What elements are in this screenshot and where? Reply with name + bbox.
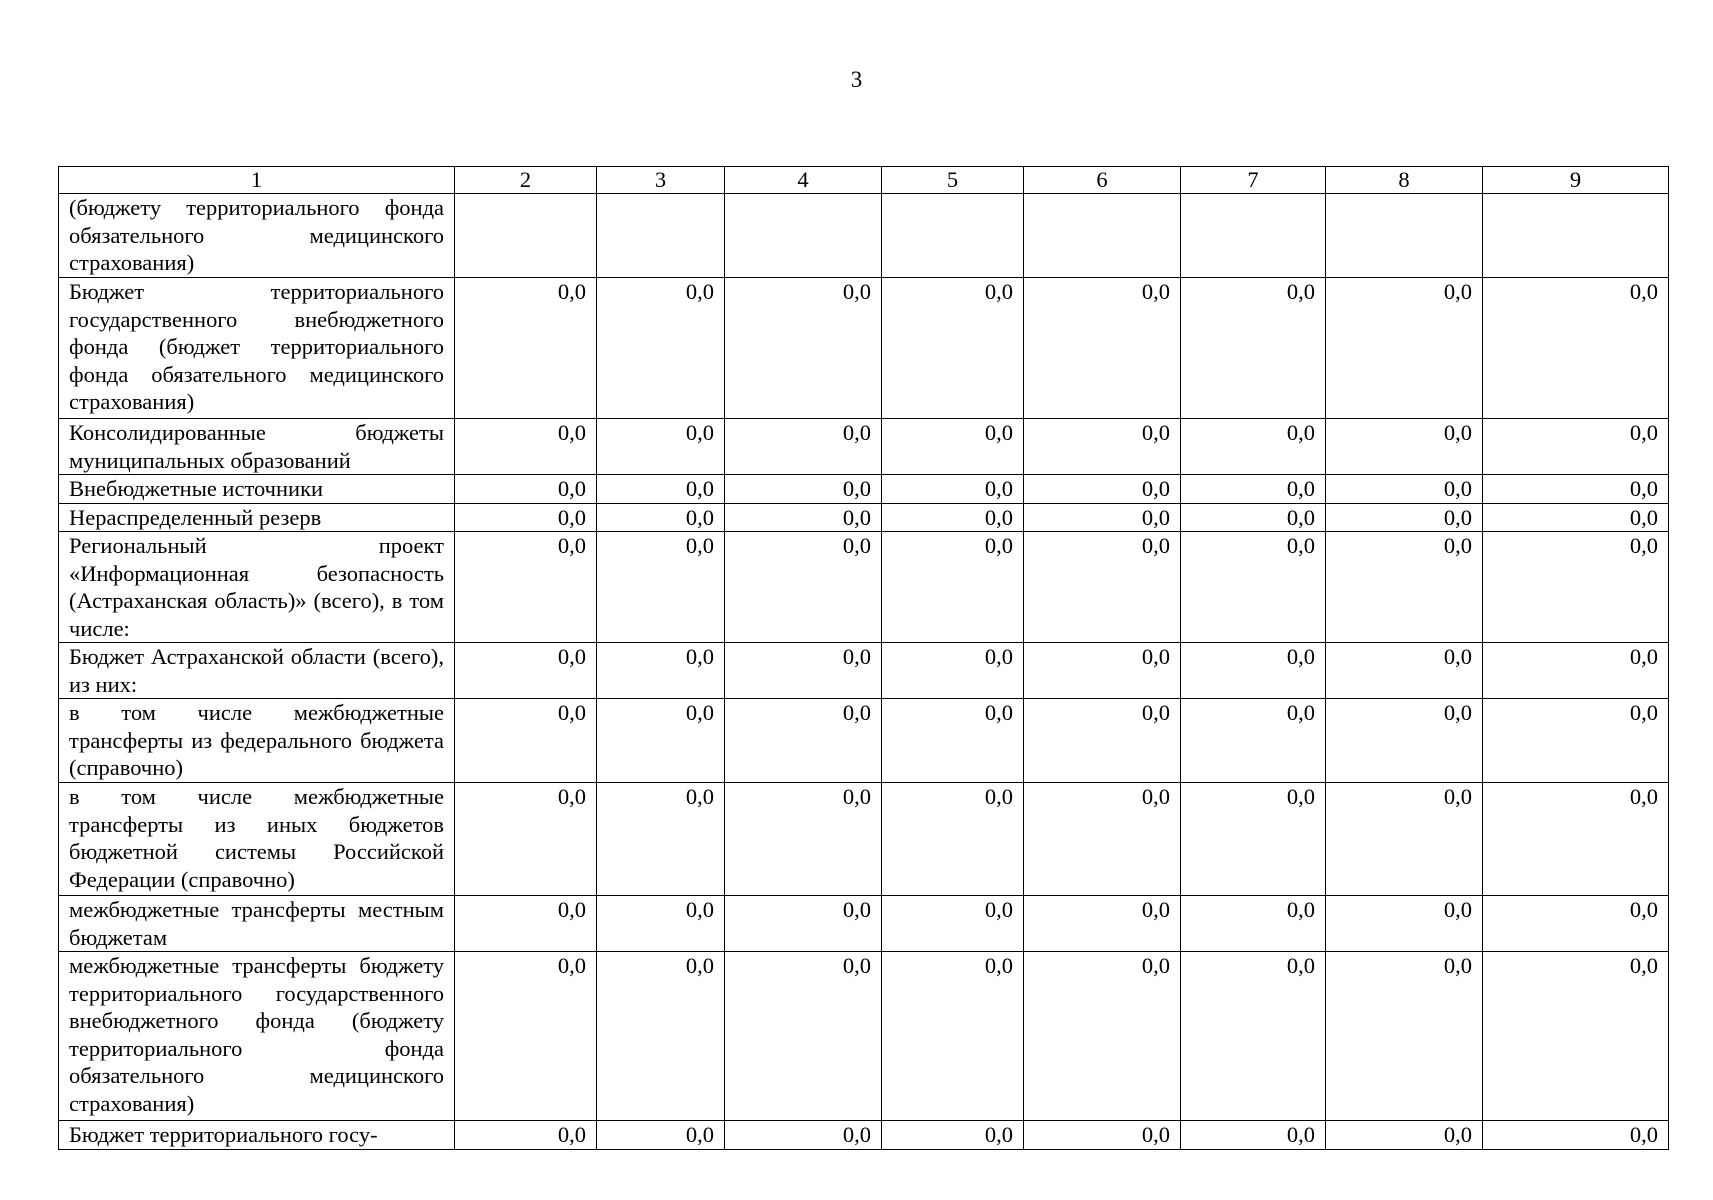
column-header: 8 [1326, 167, 1483, 194]
value-cell [725, 194, 882, 278]
table-body [59, 194, 1669, 1150]
value-cell: 0,0 [1483, 1121, 1669, 1150]
value-cell: 0,0 [1326, 952, 1483, 1121]
value-cell: 0,0 [1483, 532, 1669, 643]
value-cell: 0,0 [455, 896, 597, 952]
value-cell: 0,0 [725, 952, 882, 1121]
value-cell: 0,0 [1326, 503, 1483, 532]
table-row [59, 278, 1669, 419]
value-cell [1483, 194, 1669, 278]
value-cell: 0,0 [725, 783, 882, 896]
value-cell: 0,0 [725, 699, 882, 783]
value-cell: 0,0 [1326, 699, 1483, 783]
row-label: Нераспределенный резерв [59, 503, 455, 532]
value-cell: 0,0 [455, 532, 597, 643]
value-cell: 0,0 [1181, 503, 1326, 532]
value-cell [597, 194, 725, 278]
value-cell: 0,0 [1024, 1121, 1181, 1150]
table-row [59, 783, 1669, 896]
value-cell: 0,0 [882, 896, 1024, 952]
column-header: 5 [882, 167, 1024, 194]
value-cell: 0,0 [455, 699, 597, 783]
table-row [59, 532, 1669, 643]
value-cell: 0,0 [597, 419, 725, 475]
value-cell: 0,0 [455, 1121, 597, 1150]
value-cell: 0,0 [882, 278, 1024, 419]
row-label: Региональный проект «Информационная безопасность (Астраханская область)» (всего), в том числе: [59, 532, 455, 643]
value-cell: 0,0 [455, 475, 597, 504]
value-cell: 0,0 [455, 952, 597, 1121]
row-label: Внебюджетные источники [59, 475, 455, 504]
value-cell: 0,0 [725, 896, 882, 952]
value-cell: 0,0 [1483, 419, 1669, 475]
value-cell: 0,0 [597, 278, 725, 419]
value-cell: 0,0 [882, 475, 1024, 504]
value-cell: 0,0 [597, 783, 725, 896]
value-cell: 0,0 [725, 1121, 882, 1150]
row-label: Бюджет Астраханской области (всего), из них: [59, 643, 455, 699]
page-number: 3 [850, 67, 863, 92]
value-cell: 0,0 [882, 643, 1024, 699]
value-cell: 0,0 [1483, 896, 1669, 952]
value-cell: 0,0 [882, 699, 1024, 783]
table-row [59, 503, 1669, 532]
value-cell: 0,0 [597, 475, 725, 504]
value-cell: 0,0 [1326, 419, 1483, 475]
column-header: 7 [1181, 167, 1326, 194]
value-cell: 0,0 [1181, 643, 1326, 699]
row-label: (бюджету территориального фонда обязательного медицинского страхования) [59, 194, 455, 278]
value-cell: 0,0 [1024, 419, 1181, 475]
value-cell: 0,0 [1483, 503, 1669, 532]
column-header: 2 [455, 167, 597, 194]
value-cell: 0,0 [1326, 475, 1483, 504]
value-cell: 0,0 [725, 503, 882, 532]
value-cell: 0,0 [1181, 1121, 1326, 1150]
row-label: Бюджет территориального госу- [59, 1121, 455, 1150]
value-cell [455, 194, 597, 278]
value-cell: 0,0 [597, 1121, 725, 1150]
value-cell: 0,0 [882, 419, 1024, 475]
column-header: 1 [59, 167, 455, 194]
column-header: 6 [1024, 167, 1181, 194]
value-cell: 0,0 [597, 699, 725, 783]
value-cell: 0,0 [882, 783, 1024, 896]
column-header: 4 [725, 167, 882, 194]
value-cell: 0,0 [597, 532, 725, 643]
table-row [59, 952, 1669, 1121]
value-cell: 0,0 [1024, 699, 1181, 783]
row-label: в том числе межбюджетные трансферты из федерального бюджета (справочно) [59, 699, 455, 783]
table-row [59, 896, 1669, 952]
row-label: Бюджет территориального государственного внебюджетного фонда (бюджет территориального фонда обязательного медицинского страхования) [59, 278, 455, 419]
value-cell: 0,0 [597, 503, 725, 532]
value-cell: 0,0 [1326, 278, 1483, 419]
value-cell: 0,0 [1181, 699, 1326, 783]
value-cell: 0,0 [1326, 532, 1483, 643]
value-cell: 0,0 [1181, 783, 1326, 896]
value-cell: 0,0 [1483, 783, 1669, 896]
table-row [59, 419, 1669, 475]
value-cell: 0,0 [1483, 643, 1669, 699]
value-cell: 0,0 [882, 1121, 1024, 1150]
value-cell: 0,0 [455, 419, 597, 475]
table-row [59, 475, 1669, 504]
table-row [59, 1121, 1669, 1150]
value-cell: 0,0 [455, 503, 597, 532]
value-cell [1181, 194, 1326, 278]
table-row [59, 194, 1669, 278]
value-cell: 0,0 [1024, 532, 1181, 643]
value-cell: 0,0 [725, 532, 882, 643]
column-header: 9 [1483, 167, 1669, 194]
column-header: 3 [597, 167, 725, 194]
value-cell: 0,0 [1326, 1121, 1483, 1150]
value-cell: 0,0 [1181, 896, 1326, 952]
value-cell: 0,0 [725, 419, 882, 475]
value-cell: 0,0 [1024, 475, 1181, 504]
value-cell: 0,0 [1483, 699, 1669, 783]
budget-table [58, 166, 1669, 1150]
value-cell: 0,0 [597, 896, 725, 952]
value-cell: 0,0 [1181, 532, 1326, 643]
value-cell: 0,0 [1024, 643, 1181, 699]
value-cell: 0,0 [882, 952, 1024, 1121]
value-cell: 0,0 [1181, 278, 1326, 419]
value-cell [882, 194, 1024, 278]
value-cell: 0,0 [1181, 952, 1326, 1121]
row-label: Консолидированные бюджеты муниципальных образований [59, 419, 455, 475]
value-cell: 0,0 [455, 643, 597, 699]
value-cell: 0,0 [1326, 896, 1483, 952]
value-cell: 0,0 [597, 643, 725, 699]
table-row [59, 699, 1669, 783]
value-cell [1024, 194, 1181, 278]
table-header-row [59, 167, 1669, 194]
value-cell: 0,0 [1024, 896, 1181, 952]
value-cell: 0,0 [725, 475, 882, 504]
row-label: межбюджетные трансферты местным бюджетам [59, 896, 455, 952]
value-cell: 0,0 [1483, 278, 1669, 419]
value-cell: 0,0 [455, 783, 597, 896]
value-cell: 0,0 [1024, 278, 1181, 419]
value-cell: 0,0 [597, 952, 725, 1121]
value-cell: 0,0 [725, 278, 882, 419]
value-cell: 0,0 [882, 532, 1024, 643]
value-cell: 0,0 [1024, 952, 1181, 1121]
value-cell: 0,0 [1483, 952, 1669, 1121]
row-label: межбюджетные трансферты бюджету территориального государственного внебюджетного фонда (бюджету территориального фонда обязательного медицинского страхования) [59, 952, 455, 1121]
value-cell: 0,0 [1326, 783, 1483, 896]
value-cell: 0,0 [1024, 503, 1181, 532]
value-cell: 0,0 [882, 503, 1024, 532]
value-cell: 0,0 [1181, 475, 1326, 504]
value-cell: 0,0 [1326, 643, 1483, 699]
table-row [59, 643, 1669, 699]
row-label: в том числе межбюджетные трансферты из иных бюджетов бюджетной системы Российской Федерации (справочно) [59, 783, 455, 896]
value-cell: 0,0 [455, 278, 597, 419]
value-cell [1326, 194, 1483, 278]
value-cell: 0,0 [1024, 783, 1181, 896]
value-cell: 0,0 [1483, 475, 1669, 504]
value-cell: 0,0 [725, 643, 882, 699]
value-cell: 0,0 [1181, 419, 1326, 475]
